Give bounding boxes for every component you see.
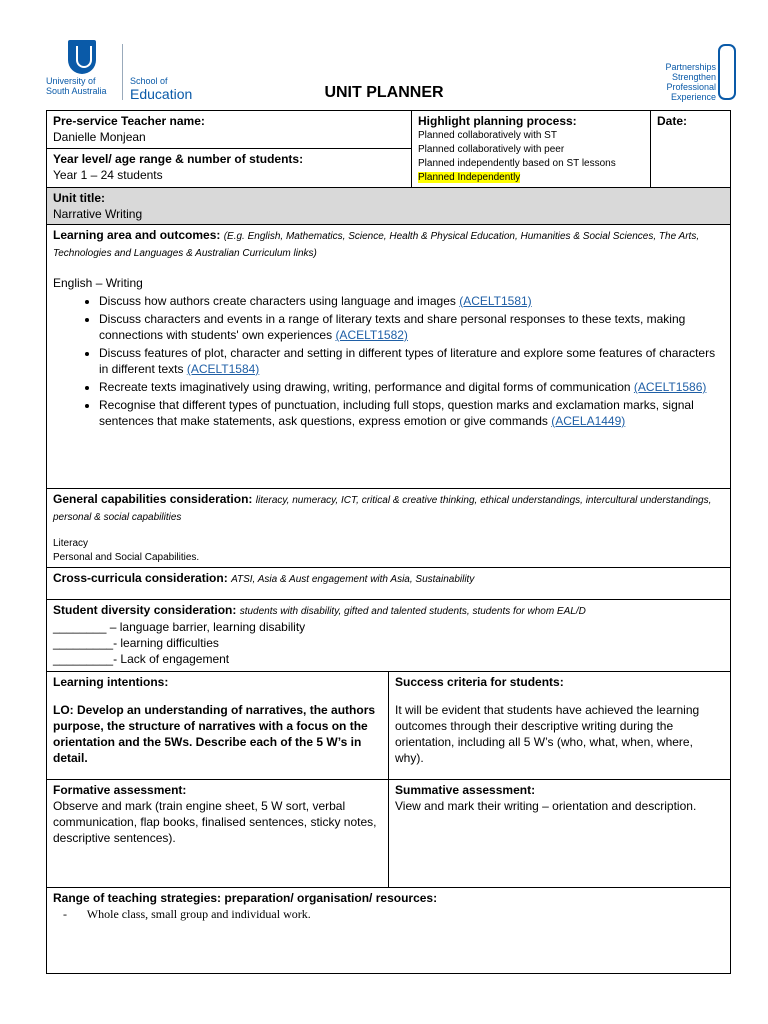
diversity-line: _________- learning difficulties xyxy=(53,636,219,650)
outcome-code-link[interactable]: (ACELT1584) xyxy=(186,362,260,376)
learning-area-label: Learning area and outcomes: xyxy=(53,228,221,242)
learning-area-cell xyxy=(47,225,731,489)
process-option: Planned independently based on ST lessons xyxy=(418,158,616,169)
outcomes-list xyxy=(53,293,724,429)
learning-area-hint: (E.g. English, Mathematics, Science, Health & Physical Education, Humanities & Social Sciences, The Arts, Technologies and Languages & Australian Curriculum links) xyxy=(53,231,700,259)
pse-line: Experience xyxy=(670,92,716,102)
strategy-item: Whole class, small group and individual work. xyxy=(86,907,311,921)
pse-logo xyxy=(665,44,734,102)
cross-curricula-cell xyxy=(47,568,731,600)
learning-intentions-text: LO: Develop an understanding of narratives, the authors purpose, the structure of narratives with a focus on the orientation and the 5Ws. Describe each of the 5 W’s in detail. xyxy=(53,703,376,765)
outcome-item xyxy=(99,293,724,309)
capability-item: Literacy xyxy=(53,538,89,549)
outcome-code-link[interactable]: (ACELT1586) xyxy=(633,380,707,394)
outcome-text: Discuss how authors create characters using language and images xyxy=(99,294,460,308)
outcome-item xyxy=(99,397,724,429)
unit-title-value: Narrative Writing xyxy=(53,207,143,221)
year-label: Year level/ age range & number of students: xyxy=(53,151,304,166)
summative-assessment-label: Summative assessment: xyxy=(395,783,536,797)
cross-curricula-label: Cross-curricula consideration: xyxy=(53,571,228,585)
success-criteria-text: It will be evident that students have achieved the learning outcomes through their descriptive writing during the orientation, including all 5 W’s (who, what, when, where, why). xyxy=(395,703,700,765)
page-title: UNIT PLANNER xyxy=(324,84,444,101)
teacher-cell xyxy=(47,111,412,149)
outcome-code-link[interactable]: (ACELT1581) xyxy=(459,294,532,308)
diversity-line: ________ – language barrier, learning disability xyxy=(53,620,306,634)
school-line1: School of xyxy=(130,76,168,86)
general-capabilities-hint: literacy, numeracy, ICT, critical & creative thinking, ethical understandings, intercultural understandings, personal & social capabilities xyxy=(53,495,712,523)
capability-item: Personal and Social Capabilities. xyxy=(53,552,200,563)
diversity-line: _________- Lack of engagement xyxy=(53,652,230,666)
outcome-text: Discuss features of plot, character and setting in different types of literature and explore some features of characters in different texts xyxy=(99,346,716,376)
formative-assessment-label: Formative assessment: xyxy=(53,783,187,797)
outcome-text: Recreate texts imaginatively using drawing, writing, performance and digital forms of communication xyxy=(99,380,634,394)
learning-intentions-cell xyxy=(47,672,389,780)
school-line2: Education xyxy=(130,86,193,102)
diversity-hint: students with disability, gifted and talented students, students for whom EAL/D xyxy=(239,606,586,617)
outcome-text: Recognise that different types of punctuation, including full stops, question marks and exclamation marks, signal sentences that make statements, ask questions, express emotion or give commands xyxy=(99,398,694,428)
general-capabilities-cell xyxy=(47,489,731,568)
learning-area-subject: English – Writing xyxy=(53,276,143,290)
process-option: Planned collaboratively with ST xyxy=(418,130,557,141)
outcome-code-link[interactable]: (ACELA1449) xyxy=(551,414,626,428)
success-criteria-label: Success criteria for students: xyxy=(395,675,564,689)
outcome-item xyxy=(99,311,724,343)
outcome-item xyxy=(99,379,724,395)
university-shield-icon xyxy=(68,40,96,74)
learning-intentions-label: Learning intentions: xyxy=(53,675,169,689)
outcome-code-link[interactable]: (ACELT1582) xyxy=(335,328,408,342)
diversity-label: Student diversity consideration: xyxy=(53,603,237,617)
process-option-highlighted: Planned Independently xyxy=(418,172,521,183)
outcome-item xyxy=(99,345,724,377)
unit-title-cell xyxy=(47,188,731,225)
teaching-strategies-label: Range of teaching strategies: preparation/ organisation/ resources: xyxy=(53,891,438,905)
university-name-line1: University of xyxy=(46,76,96,86)
planning-process-label: Highlight planning process: xyxy=(418,114,577,128)
university-name-line2: South Australia xyxy=(46,86,107,96)
general-capabilities-label: General capabilities consideration: xyxy=(53,492,253,506)
cross-curricula-hint: ATSI, Asia & Aust engagement with Asia, Sustainability xyxy=(231,574,475,585)
unit-planner-table xyxy=(46,110,731,974)
date-cell xyxy=(651,111,731,188)
teacher-label: Pre-service Teacher name: xyxy=(53,114,205,128)
pse-line: Professional xyxy=(666,82,716,92)
unit-title-label: Unit title: xyxy=(53,191,105,205)
pse-ring-icon xyxy=(718,44,736,100)
pse-line: Partnerships xyxy=(665,62,716,72)
planning-process-cell xyxy=(412,111,651,188)
success-criteria-cell xyxy=(389,672,731,780)
summative-assessment-cell xyxy=(389,780,731,888)
teacher-name: Danielle Monjean xyxy=(53,130,146,144)
date-label: Date: xyxy=(657,114,688,128)
formative-assessment-text: Observe and mark (train engine sheet, 5 W sort, verbal communication, flap books, finalised sentences, sticky notes, descriptive sentences). xyxy=(53,799,377,845)
diversity-cell xyxy=(47,600,731,672)
teaching-strategies-cell xyxy=(47,888,731,974)
formative-assessment-cell xyxy=(47,780,389,888)
summative-assessment-text: View and mark their writing – orientation and description. xyxy=(395,799,697,813)
process-option: Planned collaboratively with peer xyxy=(418,144,565,155)
strategy-bullet: - xyxy=(63,907,67,921)
pse-line: Strengthen xyxy=(671,72,716,82)
outcome-text: Discuss characters and events in a range of literary texts and share personal responses to these texts, making connections with students' own experiences xyxy=(99,312,686,342)
year-value: Year 1 – 24 students xyxy=(53,167,163,182)
year-cell xyxy=(47,148,412,187)
